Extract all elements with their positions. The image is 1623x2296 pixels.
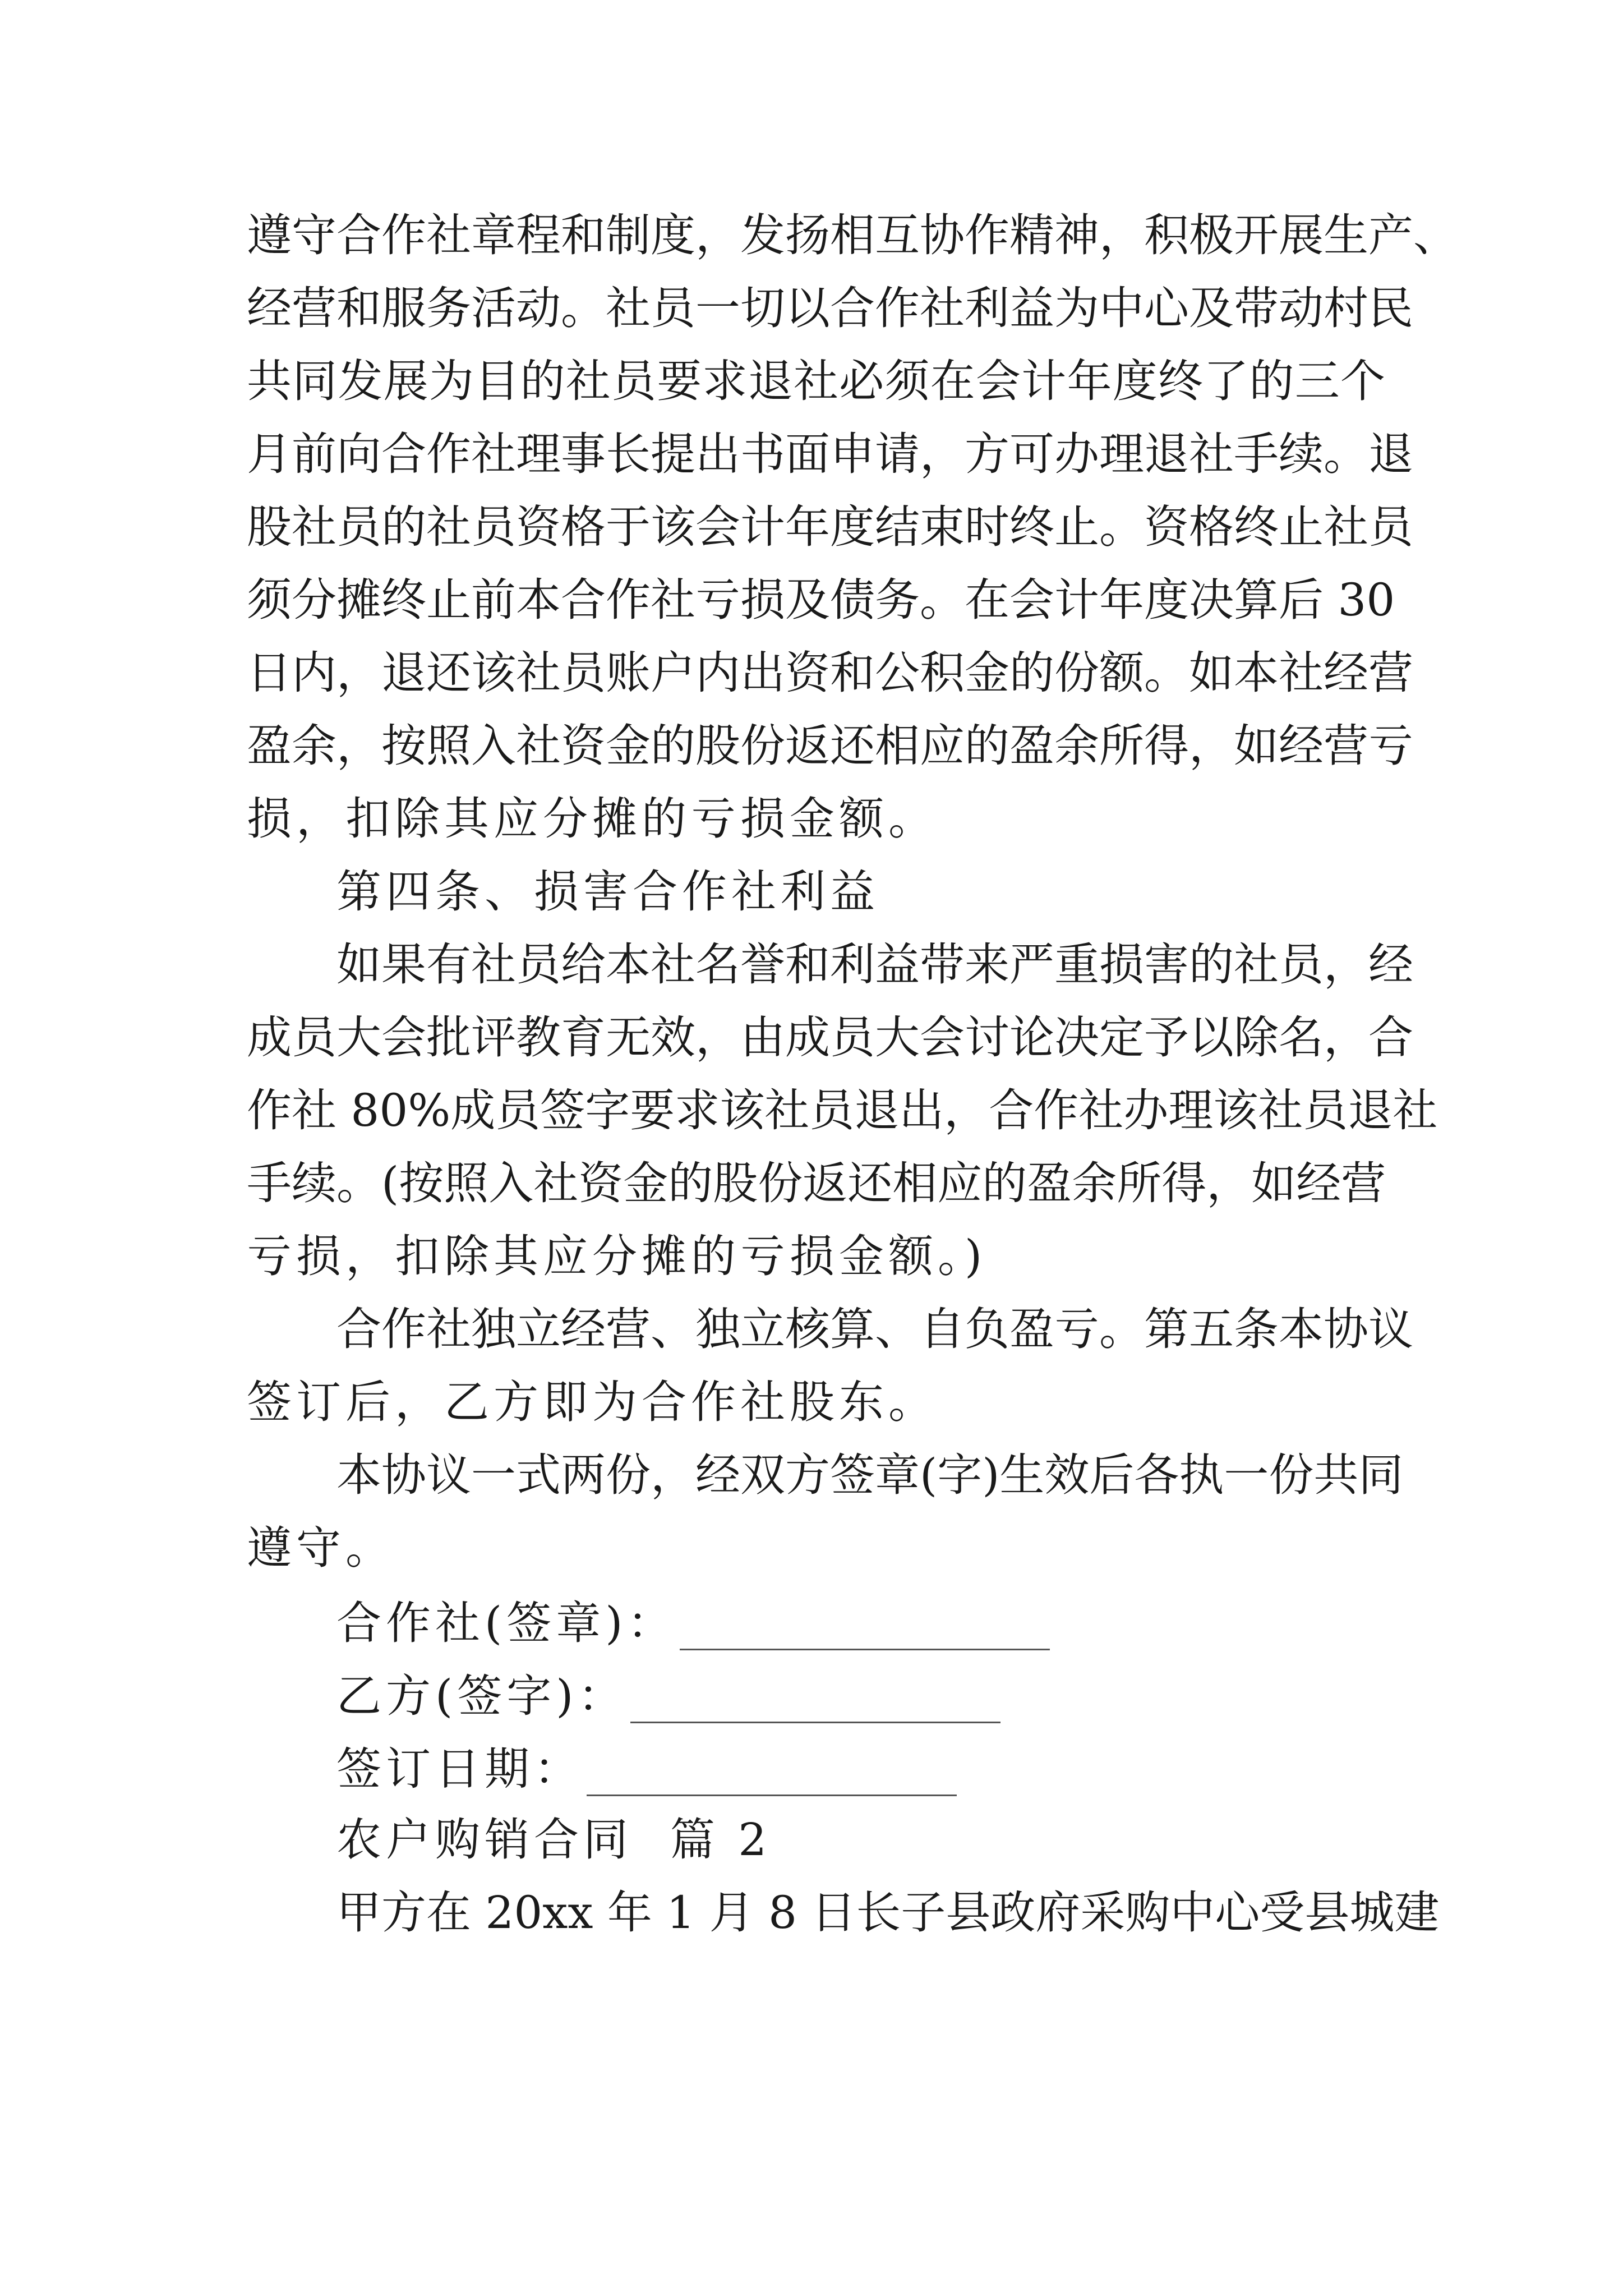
paragraph-line: 经营和服务活动。社员一切以合作社利益为中心及带动村民 (247, 282, 1413, 334)
paragraph-line: 如果有社员给本社名誉和利益带来严重损害的社员，经 (336, 938, 1413, 991)
paragraph-line: 亏损，扣除其应分摊的亏损金额。) (247, 1230, 987, 1282)
paragraph-line: 合作社独立经营、独立核算、自负盈亏。第五条本协议 (336, 1303, 1413, 1355)
signing-date-field[interactable] (587, 1760, 957, 1796)
paragraph-line: 手续。(按照入社资金的股份返还相应的盈余所得，如经营 (247, 1157, 1386, 1209)
paragraph-line: 共同发展为目的社员要求退社必须在会计年度终了的三个 (247, 355, 1385, 407)
paragraph-line: 签订后，乙方即为合作社股东。 (247, 1376, 938, 1428)
section-heading: 第四条、损害合作社利益 (336, 866, 879, 918)
paragraph-line: 甲方在 20xx 年 1 月 8 日长子县政府采购中心受县城建 (336, 1887, 1440, 1939)
paragraph-line: 股社员的社员资格于该会计年度结束时终止。资格终止社员 (247, 501, 1413, 553)
paragraph-line: 须分摊终止前本合作社亏损及债务。在会计年度决算后 30 (247, 574, 1395, 626)
contract-2-title: 农户购销合同 篇 2 (336, 1814, 772, 1866)
paragraph-line: 日内，退还该社员账户内出资和公积金的份额。如本社经营 (247, 647, 1413, 699)
paragraph-line: 作社 80%成员签字要求该社员退出，合作社办理该社员退社 (247, 1084, 1438, 1137)
paragraph-line: 遵守合作社章程和制度，发扬相互协作精神，积极开展生产、 (247, 209, 1458, 261)
cooperative-signature-row (336, 1594, 1050, 1650)
cooperative-signature-field[interactable] (680, 1614, 1050, 1650)
paragraph-line: 成员大会批评教育无效，由成员大会讨论决定予以除名，合 (247, 1011, 1413, 1064)
paragraph-line: 本协议一式两份，经双方签章(字)生效后各执一份共同 (336, 1449, 1404, 1501)
party-b-signature-row (336, 1667, 1000, 1723)
signing-date-label: 签订日期： (336, 1743, 583, 1795)
paragraph-line: 月前向合作社理事长提出书面申请，方可办理退社手续。退 (247, 428, 1413, 480)
paragraph-line: 遵守。 (247, 1522, 395, 1574)
party-b-signature-field[interactable] (630, 1687, 1000, 1723)
cooperative-signature-label: 合作社(签章)： (336, 1597, 677, 1649)
party-b-signature-label: 乙方(签字)： (336, 1670, 628, 1722)
signing-date-row (336, 1740, 957, 1796)
paragraph-line: 盈余，按照入社资金的股份返还相应的盈余所得，如经营亏 (247, 720, 1413, 772)
paragraph-line: 损，扣除其应分摊的亏损金额。 (247, 793, 938, 845)
